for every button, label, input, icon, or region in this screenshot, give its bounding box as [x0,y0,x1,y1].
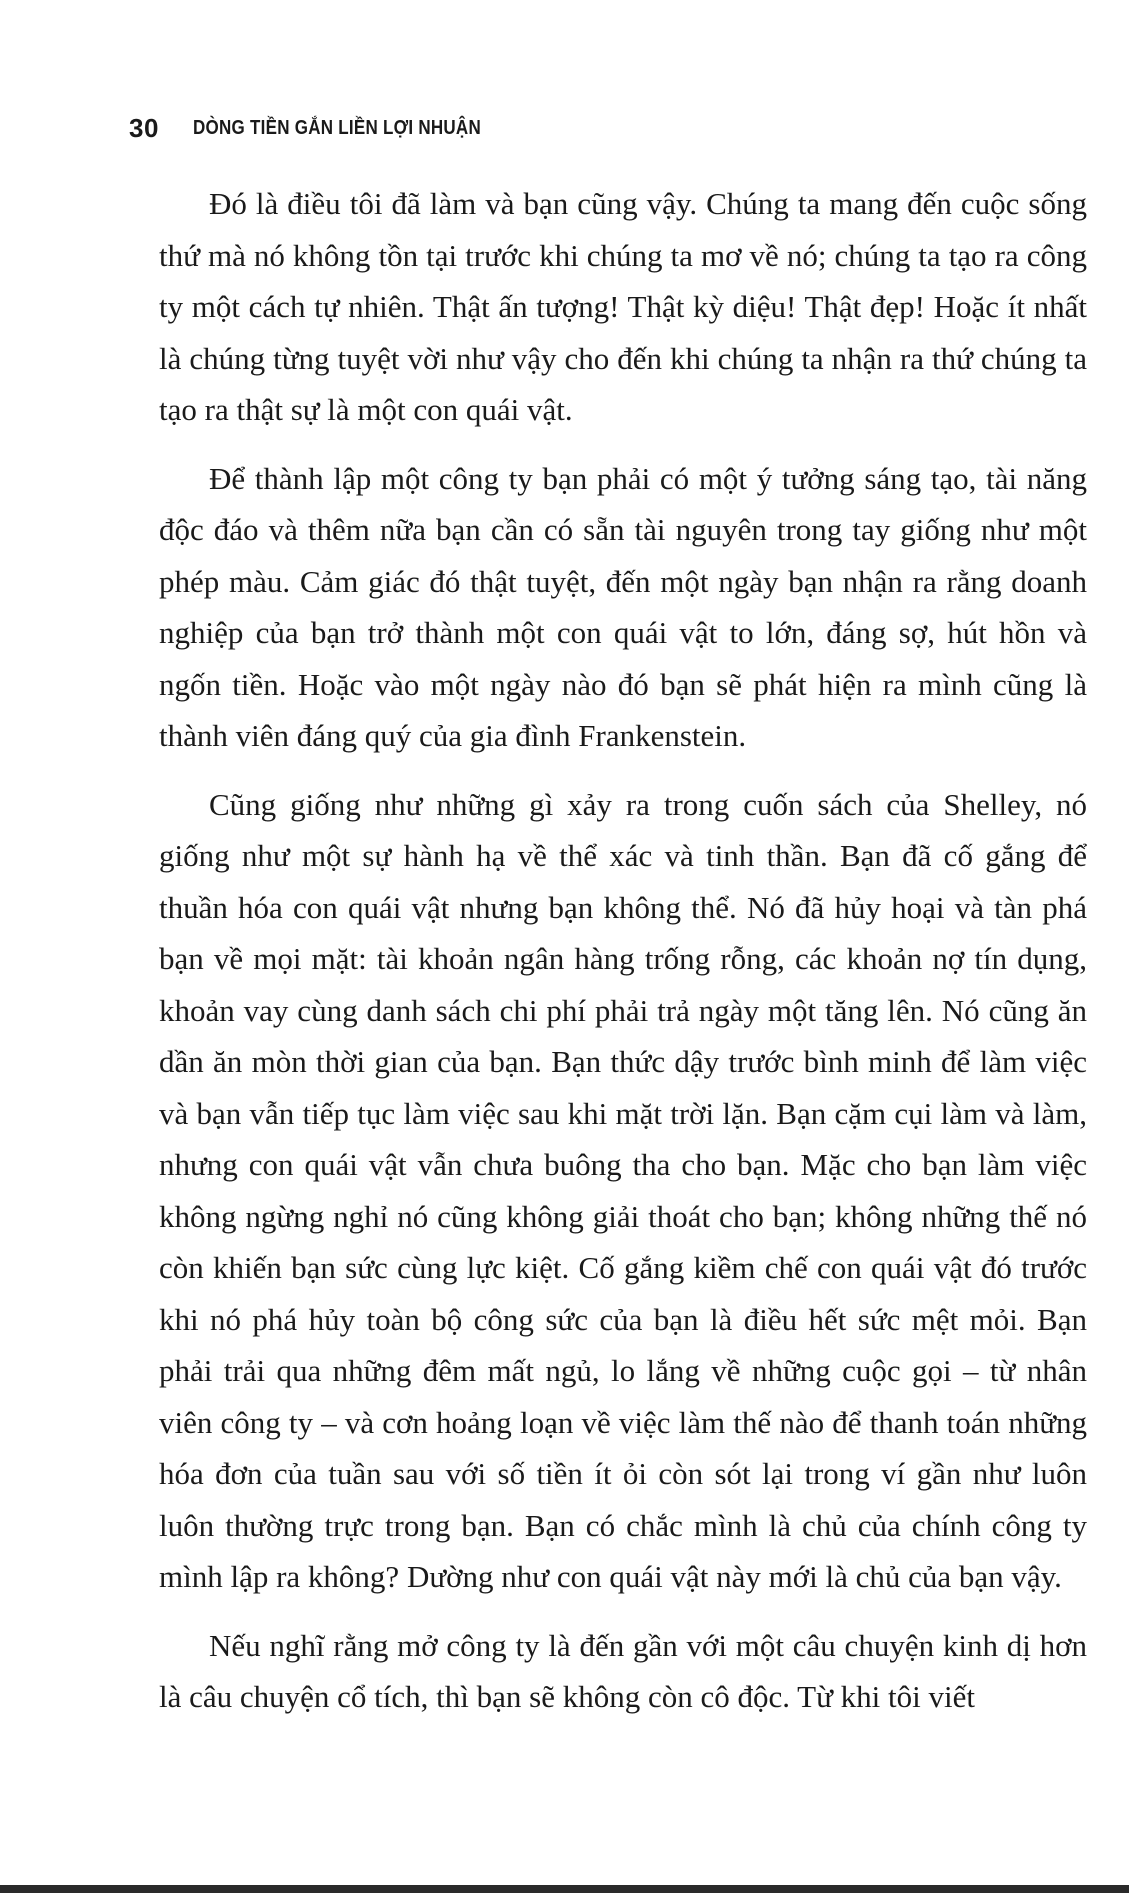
paragraph: Đó là điều tôi đã làm và bạn cũng vậy. Chúng ta mang đến cuộc sống thứ mà nó không tồn tại trước khi chúng ta mơ về nó; chúng ta tạo ra công ty một cách tự nhiên. Thật ấn tượng! Thật kỳ diệu! Thật đẹp! Hoặc ít nhất là chúng từng tuyệt vời như vậy cho đến khi chúng ta nhận ra thứ chúng ta tạo ra thật sự là một con quái vật. [159,186,1087,427]
paragraph: Cũng giống như những gì xảy ra trong cuốn sách của Shelley, nó giống như một sự hành hạ về thể xác và tinh thần. Bạn đã cố gắng để thuần hóa con quái vật nhưng bạn không thể. Nó đã hủy hoại và tàn phá bạn về mọi mặt: tài khoản ngân hàng trống rỗng, các khoản nợ tín dụng, khoản vay cùng danh sách chi phí phải trả ngày một tăng lên. Nó cũng ăn dần ăn mòn thời gian của bạn. Bạn thức dậy trước bình minh để làm việc và bạn vẫn tiếp tục làm việc sau khi mặt trời lặn. Bạn cặm cụi làm và làm, nhưng con quái vật vẫn chưa buông tha cho bạn. Mặc cho bạn làm việc không ngừng nghỉ nó cũng không giải thoát cho bạn; không những thế nó còn khiến bạn sức cùng lực kiệt. Cố gắng kiềm chế con quái vật đó trước khi nó phá hủy toàn bộ công sức của bạn là điều hết sức mệt mỏi. Bạn phải trải qua những đêm mất ngủ, lo lắng về những cuộc gọi – từ nhân viên công ty – và cơn hoảng loạn về việc làm thế nào để thanh toán những hóa đơn của tuần sau với số tiền ít ỏi còn sót lại trong ví gần như luôn luôn thường trực trong bạn. Bạn có chắc mình là chủ của chính công ty mình lập ra không? Dường như con quái vật này mới là chủ của bạn vậy. [159,786,1087,1594]
running-title: DÒNG TIỀN GẮN LIỀN LỢI NHUẬN [192,116,481,139]
scan-bottom-edge [0,1885,1129,1893]
running-head [129,108,532,148]
paragraph: Để thành lập một công ty bạn phải có một ý tưởng sáng tạo, tài năng độc đáo và thêm nữa bạn cần có sẵn tài nguyên trong tay giống như một phép màu. Cảm giác đó thật tuyệt, đến một ngày bạn nhận ra rằng doanh nghiệp của bạn trở thành một con quái vật to lớn, đáng sợ, hút hồn và ngốn tiền. Hoặc vào một ngày nào đó bạn sẽ phát hiện ra mình cũng là thành viên đáng quý của gia đình Frankenstein. [159,460,1087,753]
page-number: 30 [129,112,159,143]
body-text [159,178,1087,1740]
paragraph: Nếu nghĩ rằng mở công ty là đến gần với một câu chuyện kinh dị hơn là câu chuyện cổ tích, thì bạn sẽ không còn cô độc. Từ khi tôi viết [159,1627,1087,1714]
